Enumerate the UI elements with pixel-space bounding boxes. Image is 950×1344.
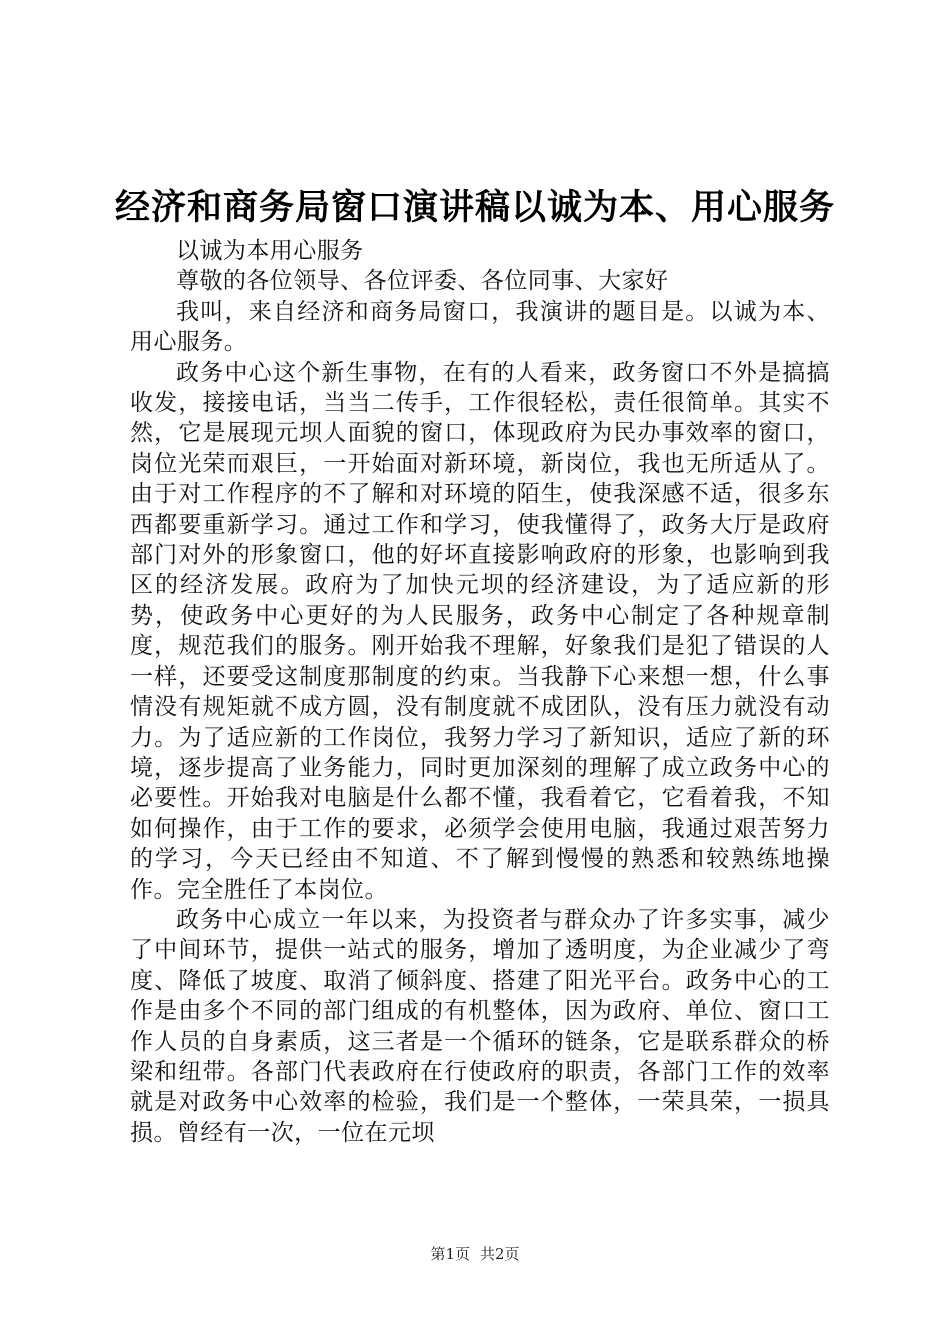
page-number: 第1页 xyxy=(430,1245,470,1263)
paragraph-subtitle: 以诚为本用心服务 xyxy=(176,238,364,264)
page-footer xyxy=(0,1244,950,1264)
document-body xyxy=(130,236,830,1148)
paragraph-introduction: 我叫，来自经济和商务局窗口，我演讲的题目是。以诚为本、用心服务。 xyxy=(130,298,830,356)
paragraph-body-1: 政务中心这个新生事物，在有的人看来，政务窗口不外是搞搞收发，接接电话，当当二传手，工作很轻松，责任很简单。其实不然，它是展现元坝人面貌的窗口，体现政府为民办事效率的窗口，岗位光荣而艰巨，一开始面对新环境，新岗位，我也无所适从了。由于对工作程序的不了解和对环境的陌生，使我深感不适，很多东西都要重新学习。通过工作和学习，使我懂得了，政务大厅是政府部门对外的形象窗口，他的好坏直接影响政府的形象，也影响到我区的经济发展。政府为了加快元坝的经济建设，为了适应新的形势，使政务中心更好的为人民服务，政务中心制定了各种规章制度，规范我们的服务。刚开始我不理解，好象我们是犯了错误的人一样，还要受这制度那制度的约束。当我静下心来想一想，什么事情没有规矩就不成方圆，没有制度就不成团队，没有压力就没有动力。为了适应新的工作岗位，我努力学习了新知识，适应了新的环境，逐步提高了业务能力，同时更加深刻的理解了成立政务中心的必要性。开始我对电脑是什么都不懂，我看着它，它看着我，不知如何操作，由于工作的要求，必须学会使用电脑，我通过艰苦努力的学习，今天已经由不知道、不了解到慢慢的熟悉和较熟练地操作。完全胜任了本岗位。 xyxy=(130,359,830,903)
page-total: 共2页 xyxy=(480,1245,520,1263)
paragraph-salutation: 尊敬的各位领导、各位评委、各位同事、大家好 xyxy=(176,268,669,295)
document-title: 经济和商务局窗口演讲稿以诚为本、用心服务 xyxy=(114,187,835,228)
paragraph-body-2: 政务中心成立一年以来，为投资者与群众办了许多实事，减少了中间环节，提供一站式的服务，增加了透明度，为企业减少了弯度、降低了坡度、取消了倾斜度、搭建了阳光平台。政务中心的工作是由多个不同的部门组成的有机整体，因为政府、单位、窗口工作人员的自身素质，这三者是一个循环的链条，它是联系群众的桥梁和纽带。各部门代表政府在行使政府的职责，各部门工作的效率就是对政务中心效率的检验，我们是一个整体，一荣具荣，一损具损。曾经有一次，一位在元坝 xyxy=(130,906,830,1146)
